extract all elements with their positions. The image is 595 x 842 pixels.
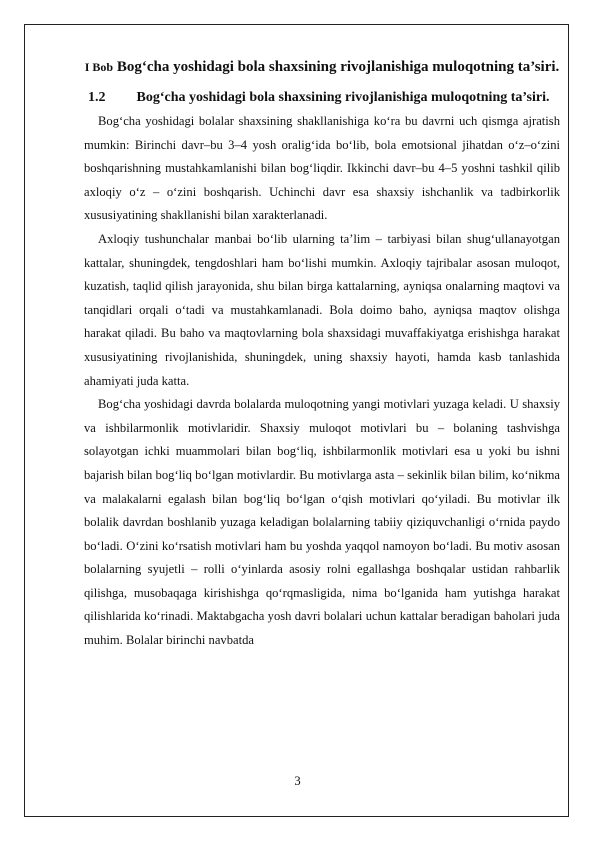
paragraph-3: Bog‘cha yoshidagi davrda bolalarda muloqotning yangi motivlari yuzaga keladi. U shaxsiy va ishbilarmonlik motivlaridir. Shaxsiy muloqot motivlari bu – bolaning tashvishga solayotgan ichki muammolari bilan bog‘liq, ishbilarmonlik motivlari esa u yoki bu ishni bajarish bilan bog‘liq bo‘lgan motivlardir. Bu motivlarga asta – sekinlik bilan bilim, ko‘nikma va malakalarni egalash bilan bog‘liq bo‘lgan o‘qish motivlari qo‘yiladi. Bu motivlar ilk bolalik davrdan boshlanib yuzaga keladigan bolalarning tabiiy qiziquvchanligi o‘rnida paydo bo‘ladi. O‘zini ko‘rsatish motivlari ham bu yoshda yaqqol namoyon bo‘ladi. Bu motiv asosan bolalarning syujetli – rolli o‘yinlarda asosiy rolni egallashga boshqalar ustidan rahbarlik qilishga, musobaqaga kirishishga qo‘rqmasligida, nima bo‘lganida ham yutishga harakat qilishlarida ko‘rinadi. Maktabgacha yosh davri bolalari uchun kattalar beradigan baholari juda muhim. Bolalar birinchi navbatda: [84, 397, 560, 648]
chapter-title: Bog‘cha yoshidagi bola shaxsining rivojlanishiga muloqotning ta’siri.: [116, 59, 560, 75]
section-title: Bog‘cha yoshidagi bola shaxsining rivojlanishiga muloqotning ta’siri.: [136, 90, 550, 105]
chapter-heading: [84, 54, 560, 80]
chapter-prefix: I Bob: [84, 60, 114, 74]
page-number: 3: [294, 774, 301, 788]
section-heading: [84, 90, 560, 106]
section-number: 1.2: [88, 90, 106, 105]
paragraph-1: Bog‘cha yoshidagi bolalar shaxsining shakllanishiga ko‘ra bu davrni uch qismga ajratish mumkin: Birinchi davr–bu 3–4 yosh oralig‘ida bo‘lib, bola emotsional jihatdan o‘z–o‘zini boshqarishning mustahkamlanishi bilan bog‘liqdir. Ikkinchi davr–bu 4–5 yoshni tashkil qilib axloqiy o‘z – o‘zini boshqarish. Uchinchi davr esa shaxsiy ishchanlik va tadbirkorlik xususiyatining shakllanishi bilan xarakterlanadi.: [84, 114, 560, 223]
document-body: [84, 54, 560, 653]
paragraph-2: Axloqiy tushunchalar manbai bo‘lib ularning ta’lim – tarbiyasi bilan shug‘ullanayotgan kattalar, shuningdek, tengdoshlari ham bo‘lishi mumkin. Axloqiy tajribalar asosan muloqot, kuzatish, taqlid qilish jarayonida, shu bilan birga kattalarning, ayniqsa onalarning maqtovi va tanqidlari orqali o‘tadi va mustahkamlanadi. Bola doimo baho, ayniqsa maqtov olishga harakat qiladi. Bu baho va maqtovlarning bola shaxsidagi muvaffakiyatga erishishga harakat xususiyatining rivojlanishida, shuningdek, uning shaxsiy hayoti, hamda kasb tanlashida ahamiyati juda katta.: [84, 231, 560, 388]
